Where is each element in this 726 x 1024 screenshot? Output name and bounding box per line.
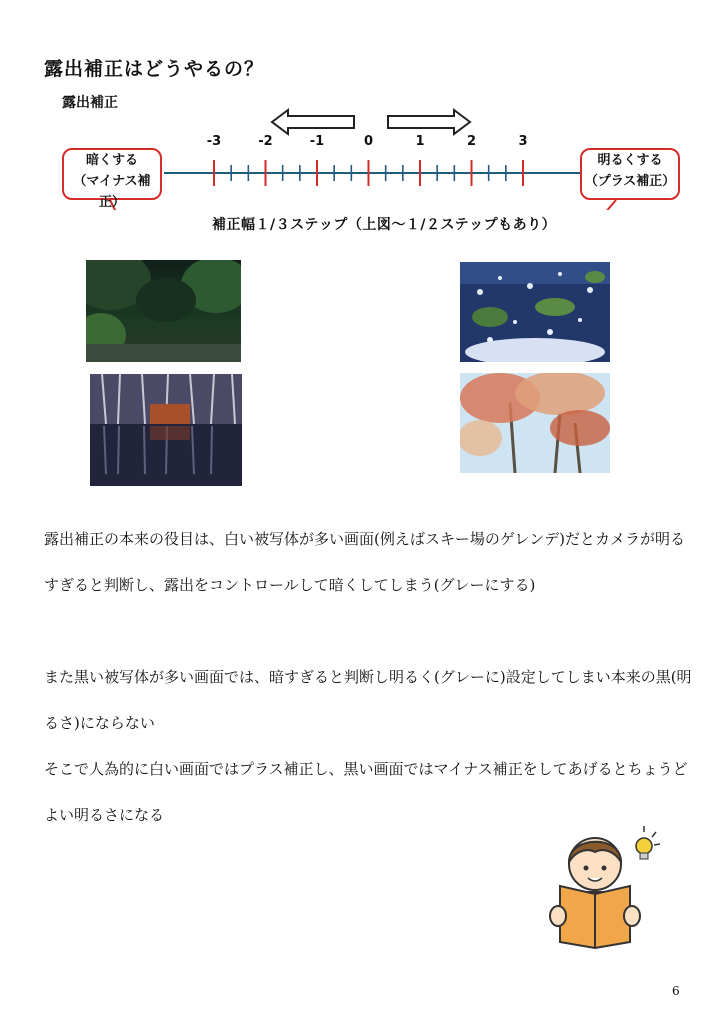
- plus-direction-arrow: [388, 110, 470, 134]
- minus-direction-arrow: [272, 110, 354, 134]
- boy-reading-illustration: [540, 822, 670, 952]
- scale-label: 3: [518, 134, 528, 149]
- plus-callout-line2: （プラス補正）: [584, 174, 676, 189]
- scale-label: -2: [258, 134, 273, 149]
- autumn-maple-photo: [460, 373, 610, 473]
- scale-label: 1: [415, 134, 425, 149]
- scale-label: -1: [309, 134, 325, 149]
- snow-sparkle-photo: [460, 262, 610, 362]
- body-paragraph-1: 露出補正の本来の役目は、白い被写体が多い画面(例えばスキー場のゲレンデ)だとカメラが明るすぎると判断し、露出をコントロールして暗くしてしまう(グレーにする): [44, 530, 686, 594]
- lightbulb-icon: [636, 826, 660, 859]
- dark-forest-photo: [86, 260, 241, 362]
- scale-label: -3: [206, 134, 222, 149]
- page-title: 露出補正はどうやるの？: [44, 58, 265, 80]
- step-caption: 補正幅１/３ステップ（上図～１/２ステップもあり）: [212, 217, 557, 233]
- minus-callout-line1: 暗くする: [85, 153, 138, 168]
- minus-callout: [62, 148, 162, 210]
- scale-label: 0: [363, 134, 374, 149]
- page-number: 6: [672, 984, 680, 998]
- diagram-subtitle: 露出補正: [62, 95, 118, 111]
- scale-label: 2: [466, 134, 477, 149]
- body-paragraph-2: また黒い被写体が多い画面では、暗すぎると判断し明るく(グレーに)設定してしまい本来の黒(明るさ)にならない: [44, 668, 692, 732]
- plus-callout: [580, 148, 680, 200]
- lake-reflection-photo: [90, 374, 242, 486]
- right-pointer-line: [548, 200, 616, 210]
- minus-callout-line2: （マイナス補正）: [73, 174, 151, 210]
- plus-callout-line1: 明るくする: [597, 153, 663, 168]
- body-paragraph-3: そこで人為的に白い画面ではプラス補正し、黒い画面ではマイナス補正をしてあげるとちょうどよい明るさになる: [44, 760, 688, 824]
